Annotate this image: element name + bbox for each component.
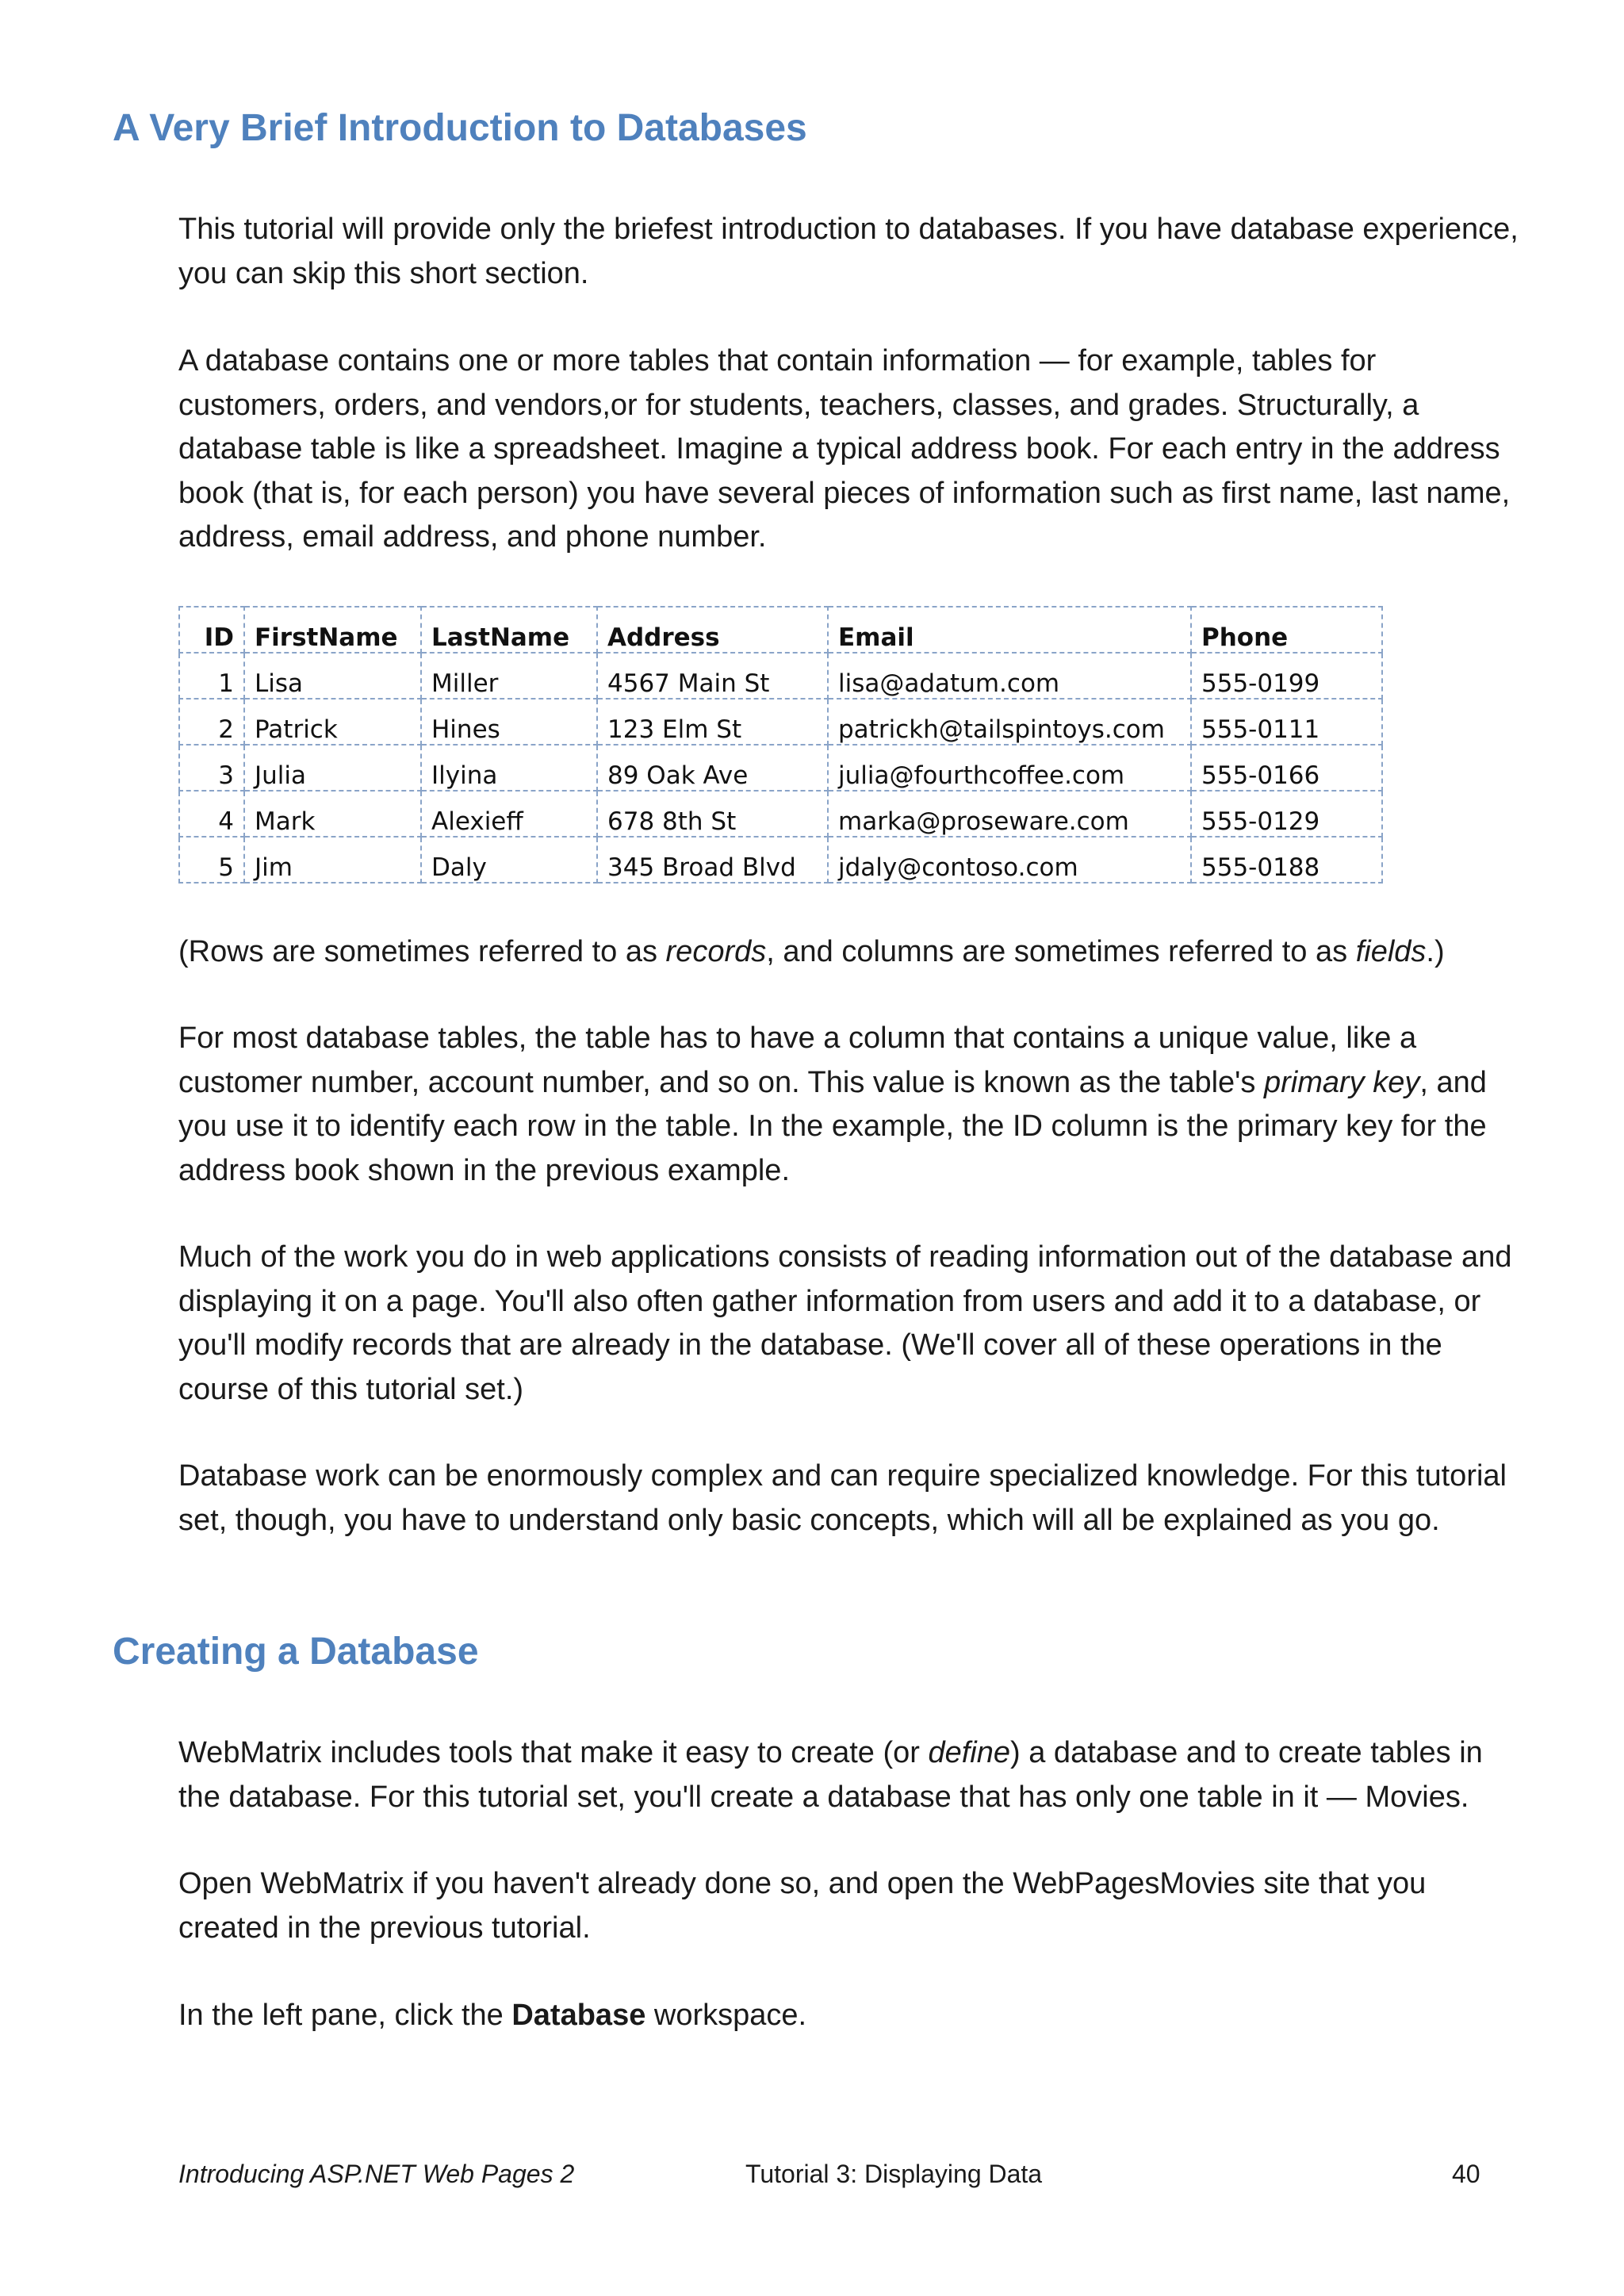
table-cell: 3 [179, 745, 244, 791]
table-cell: 5 [179, 837, 244, 883]
text-span: For most database tables, the table has to have a column that contains a unique value, like a customer number, account number, and so on. This value is known as the table's [178, 1022, 1417, 1099]
table-cell: Hines [421, 699, 597, 745]
table-cell: Ilyina [421, 745, 597, 791]
table-cell: Patrick [244, 699, 421, 745]
table-row [179, 837, 1382, 883]
table-cell: Lisa [244, 653, 421, 699]
table-cell: Mark [244, 791, 421, 837]
table-cell: jdaly@contoso.com [828, 837, 1191, 883]
text-span: ) a database and to create tables in the database. For this tutorial set, you'll create a database that has only one table in it — Movies. [178, 1736, 1483, 1814]
section-heading-intro: A Very Brief Introduction to Databases [113, 107, 807, 149]
table-cell: lisa@adatum.com [828, 653, 1191, 699]
paragraph-open-webmatrix: Open WebMatrix if you haven't already done so, and open the WebPagesMovies site that you created in the previous tutorial. [178, 1867, 1427, 1945]
table-cell: 1 [179, 653, 244, 699]
paragraph-database-workspace [178, 1994, 1526, 2038]
emphasis-define: define [928, 1736, 1011, 1769]
paragraph-complexity: Database work can be enormously complex and can require specialized knowledge. For this tutorial set, though, you have to understand only basic concepts, which will all be explained as you go. [178, 1459, 1507, 1537]
paragraph-database-description: A database contains one or more tables that contain information — for example, tables for customers, orders, and vendors,or for students, teachers, classes, and grades. Structurally, a database table is like a spreadsheet. Imagine a typical address book. For each entry in the address book (that is, for each person) you have several pieces of information such as first name, last name, address, email address, and phone number. [178, 344, 1511, 554]
footer-book-title: Introducing ASP.NET Web Pages 2 [178, 2160, 575, 2188]
text-span: .) [1426, 935, 1445, 968]
emphasis-primary-key: primary key [1263, 1065, 1420, 1099]
paragraph-primary-key [178, 1017, 1526, 1193]
table-cell: Julia [244, 745, 421, 791]
paragraph-webmatrix-tools [178, 1731, 1526, 1819]
table-row [179, 791, 1382, 837]
paragraph-records-fields [178, 930, 1526, 975]
text-span: workspace. [645, 1999, 807, 2032]
table-cell: Miller [421, 653, 597, 699]
emphasis-records: records [665, 935, 767, 968]
paragraph-web-applications: Much of the work you do in web applications consists of reading information out of the database and displaying it on a page. You'll also often gather information from users and add it to a database, or you'll modify records that are already in the database. (We'll cover all of these operations in the course of this tutorial set.) [178, 1240, 1512, 1406]
table-row [179, 699, 1382, 745]
table-cell: Jim [244, 837, 421, 883]
text-span: In the left pane, click the [178, 1999, 512, 2032]
table-cell: 555-0199 [1191, 653, 1382, 699]
table-row [179, 745, 1382, 791]
address-book-table [178, 606, 1383, 884]
table-cell: 2 [179, 699, 244, 745]
table-header-row [179, 607, 1382, 653]
paragraph-intro: This tutorial will provide only the briefest introduction to databases. If you have database experience, you can skip this short section. [178, 213, 1519, 290]
table-cell: 555-0111 [1191, 699, 1382, 745]
text-span: , and you use it to identify each row in the table. In the example, the ID column is the primary key for the address book shown in the previous example. [178, 1065, 1487, 1187]
table-cell: 555-0166 [1191, 745, 1382, 791]
column-header: ID [179, 607, 244, 653]
table-cell: 123 Elm St [597, 699, 828, 745]
footer-chapter-title: Tutorial 3: Displaying Data [745, 2160, 1043, 2188]
table-cell: 4567 Main St [597, 653, 828, 699]
table-cell: Alexieff [421, 791, 597, 837]
table-cell: 345 Broad Blvd [597, 837, 828, 883]
table-cell: 4 [179, 791, 244, 837]
table-cell: marka@proseware.com [828, 791, 1191, 837]
column-header: Phone [1191, 607, 1382, 653]
column-header: LastName [421, 607, 597, 653]
column-header: Email [828, 607, 1191, 653]
text-span: WebMatrix includes tools that make it easy to create (or [178, 1736, 929, 1769]
text-span: (Rows are sometimes referred to as [178, 935, 666, 968]
table-cell: 89 Oak Ave [597, 745, 828, 791]
table-cell: Daly [421, 837, 597, 883]
footer-page-number: 40 [1452, 2160, 1480, 2188]
table-cell: 678 8th St [597, 791, 828, 837]
column-header: FirstName [244, 607, 421, 653]
bold-database: Database [511, 1999, 646, 2032]
emphasis-fields: fields [1355, 935, 1427, 968]
text-span: , and columns are sometimes referred to as [766, 935, 1356, 968]
table-cell: 555-0129 [1191, 791, 1382, 837]
table-cell: 555-0188 [1191, 837, 1382, 883]
table-cell: patrickh@tailspintoys.com [828, 699, 1191, 745]
section-heading-creating: Creating a Database [113, 1631, 479, 1673]
table-row [179, 653, 1382, 699]
table-cell: julia@fourthcoffee.com [828, 745, 1191, 791]
column-header: Address [597, 607, 828, 653]
